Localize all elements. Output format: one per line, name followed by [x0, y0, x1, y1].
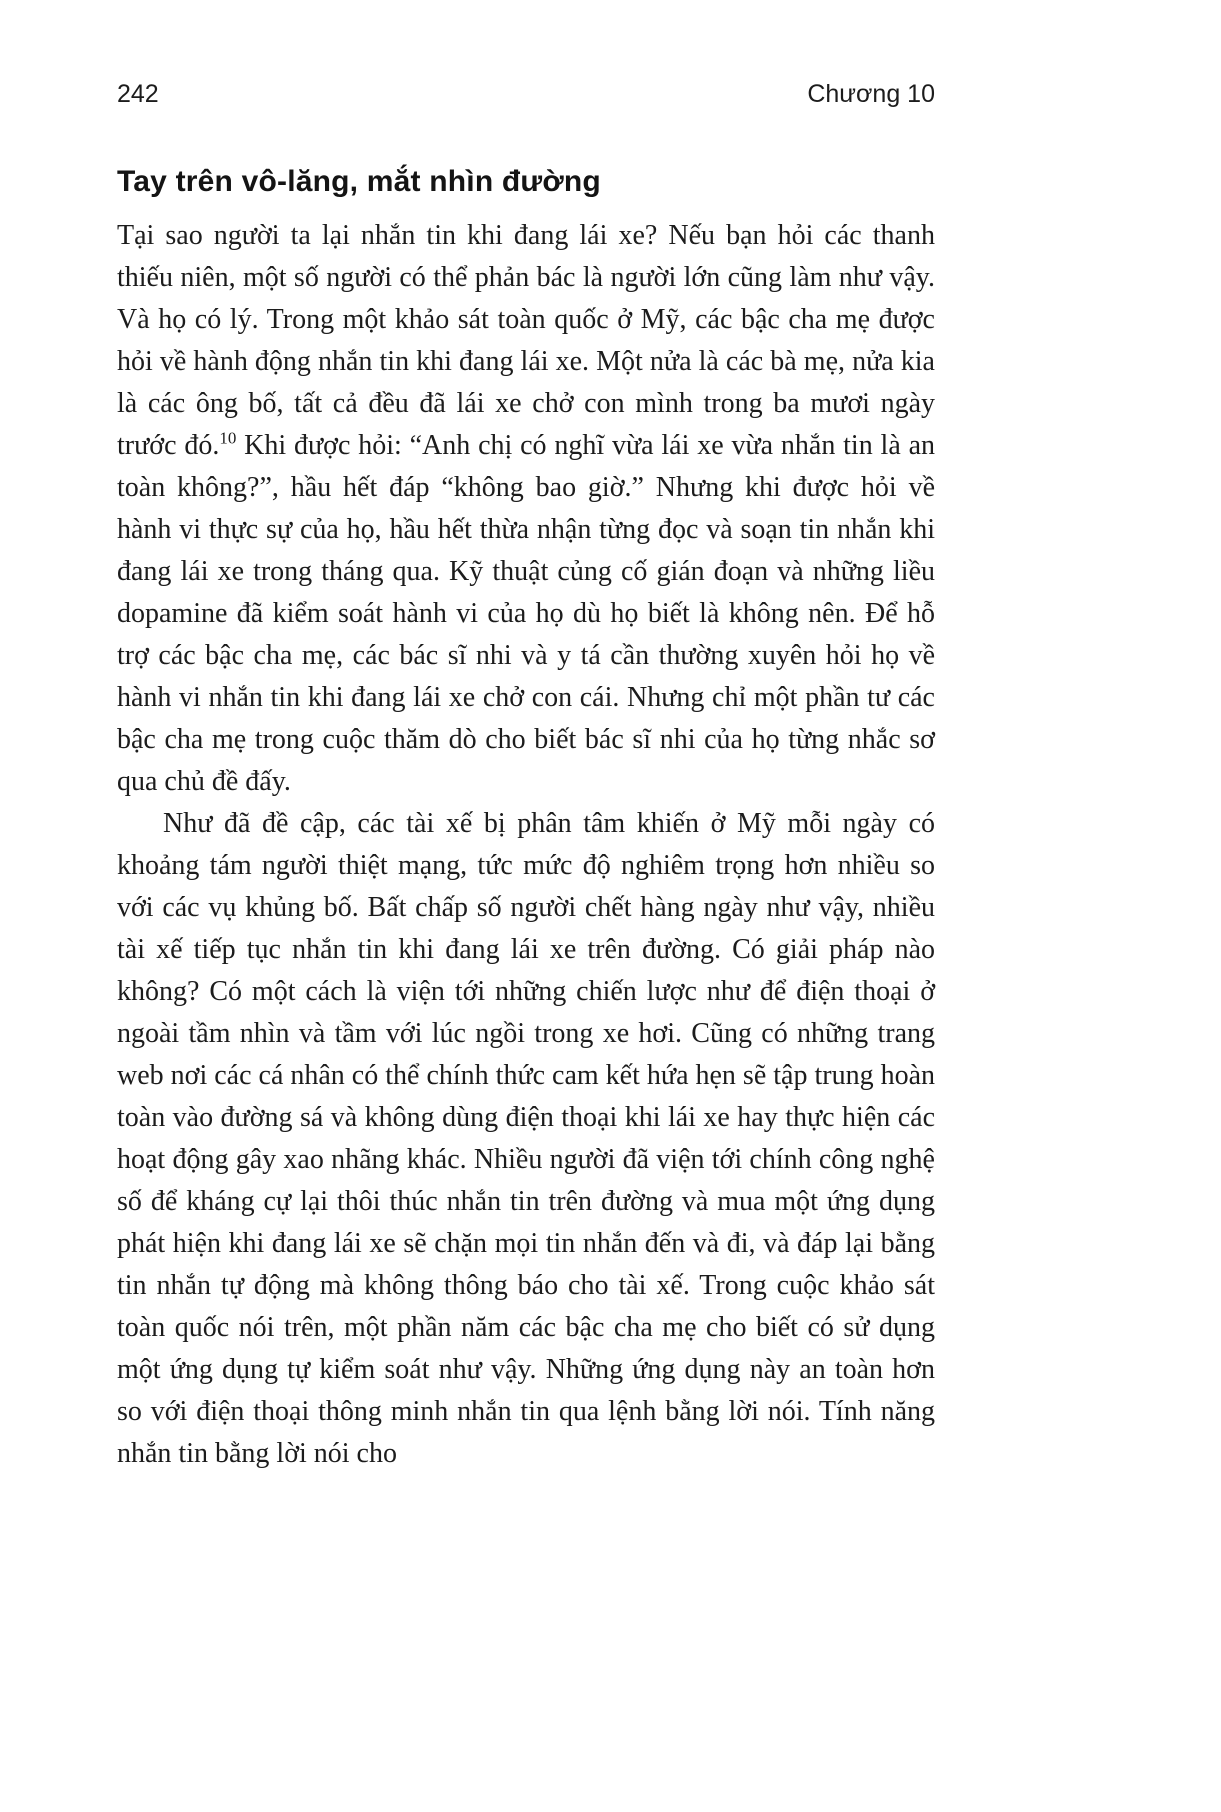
page-number: 242	[117, 80, 159, 108]
running-header	[117, 80, 935, 109]
paragraph-1-text-before-footnote: Tại sao người ta lại nhắn tin khi đang lái xe? Nếu bạn hỏi các thanh thiếu niên, một số người có thể phản bác là người lớn cũng làm như vậy. Và họ có lý. Trong một khảo sát toàn quốc ở Mỹ, các bậc cha mẹ được hỏi về hành động nhắn tin khi đang lái xe. Một nửa là các bà mẹ, nửa kia là các ông bố, tất cả đều đã lái xe chở con mình trong ba mươi ngày trước đó.	[117, 220, 935, 461]
chapter-label: Chương 10	[807, 80, 935, 108]
paragraph-1	[117, 215, 935, 803]
footnote-marker: 10	[219, 428, 237, 448]
paragraph-2-text: Như đã đề cập, các tài xế bị phân tâm khiến ở Mỹ mỗi ngày có khoảng tám người thiệt mạng, tức mức độ nghiêm trọng hơn nhiều so với các vụ khủng bố. Bất chấp số người chết hàng ngày như vậy, nhiều tài xế tiếp tục nhắn tin khi đang lái xe trên đường. Có giải pháp nào không? Có một cách là viện tới những chiến lược như để điện thoại ở ngoài tầm nhìn và tầm với lúc ngồi trong xe hơi. Cũng có những trang web nơi các cá nhân có thể chính thức cam kết hứa hẹn sẽ tập trung hoàn toàn vào đường sá và không dùng điện thoại khi lái xe hay thực hiện các hoạt động gây xao nhãng khác. Nhiều người đã viện tới chính công nghệ số để kháng cự lại thôi thúc nhắn tin trên đường và mua một ứng dụng phát hiện khi đang lái xe sẽ chặn mọi tin nhắn đến và đi, và đáp lại bằng tin nhắn tự động mà không thông báo cho tài xế. Trong cuộc khảo sát toàn quốc nói trên, một phần năm các bậc cha mẹ cho biết có sử dụng một ứng dụng tự kiểm soát như vậy. Những ứng dụng này an toàn hơn so với điện thoại thông minh nhắn tin qua lệnh bằng lời nói. Tính năng nhắn tin bằng lời nói cho	[117, 808, 935, 1469]
paragraph-2	[117, 803, 935, 1475]
section-heading: Tay trên vô-lăng, mắt nhìn đường	[117, 165, 601, 198]
paragraph-1-text-after-footnote: Khi được hỏi: “Anh chị có nghĩ vừa lái xe vừa nhắn tin là an toàn không?”, hầu hết đáp “không bao giờ.” Nhưng khi được hỏi về hành vi thực sự của họ, hầu hết thừa nhận từng đọc và soạn tin nhắn khi đang lái xe trong tháng qua. Kỹ thuật củng cố gián đoạn và những liều dopamine đã kiểm soát hành vi của họ dù họ biết là không nên. Để hỗ trợ các bậc cha mẹ, các bác sĩ nhi và y tá cần thường xuyên hỏi họ về hành vi nhắn tin khi đang lái xe chở con cái. Nhưng chỉ một phần tư các bậc cha mẹ trong cuộc thăm dò cho biết bác sĩ nhi của họ từng nhắc sơ qua chủ đề đấy.	[117, 430, 935, 797]
